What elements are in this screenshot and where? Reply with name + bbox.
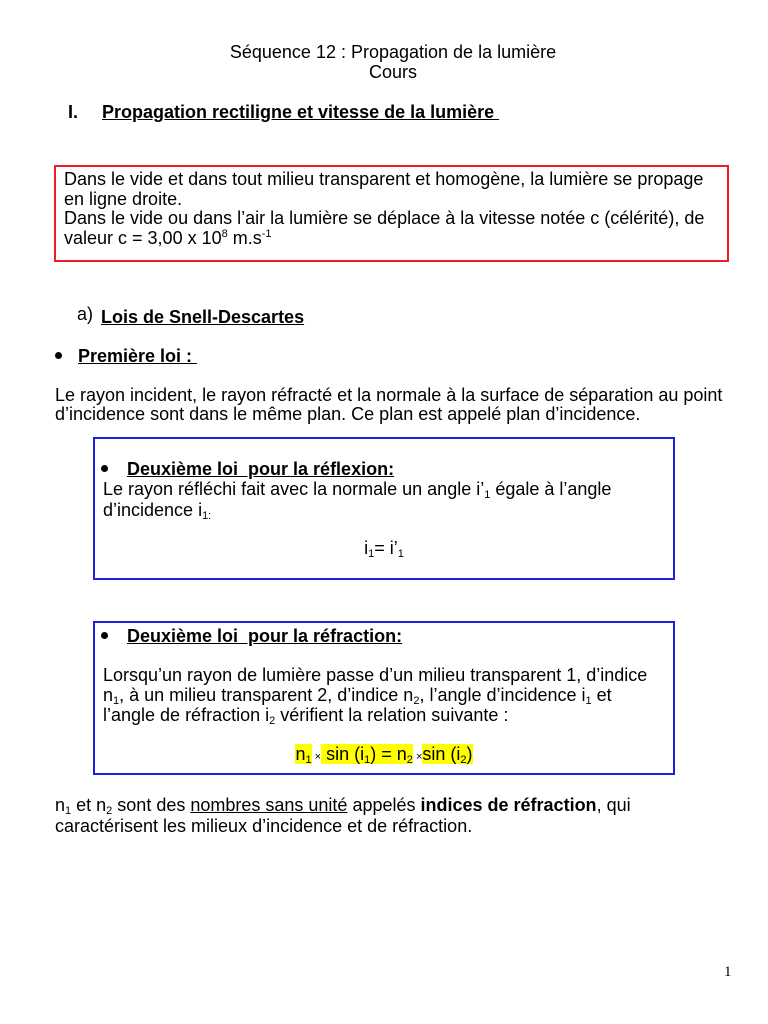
section-number: I. — [68, 102, 79, 122]
reflection-law-line — [103, 479, 611, 499]
subscript: 1 — [364, 754, 371, 766]
formula-highlight — [422, 744, 472, 764]
first-law-text-line: d’incidence sont dans le même plan. Ce plan est appelé plan d’incidence. — [55, 404, 641, 424]
reflection-law-title: Deuxième loi pour la réflexion: — [127, 459, 395, 479]
refraction-law-box — [93, 621, 675, 775]
subscript: 1 — [585, 695, 592, 707]
text-run: et n — [71, 795, 107, 815]
text-run: et — [591, 685, 612, 705]
page-number: 1 — [724, 964, 732, 980]
conclusion-line — [55, 795, 631, 815]
definition-line: en ligne droite. — [64, 189, 183, 209]
reflection-law-box — [93, 437, 675, 580]
text-run: sont des — [112, 795, 191, 815]
text-run: , à un milieu transparent 2, d’indice n — [119, 685, 414, 705]
exponent: -1 — [261, 228, 272, 240]
document-subtitle: Cours — [368, 62, 417, 82]
definition-line: Dans le vide et dans tout milieu transparent et homogène, la lumière se propage — [64, 169, 704, 189]
subscript: 2 — [413, 695, 420, 707]
subscript: 2 — [406, 754, 413, 766]
bold-term: indices de réfraction — [420, 795, 597, 815]
subscript: 1 — [113, 695, 120, 707]
formula-highlight — [321, 744, 413, 764]
text-run: valeur c = 3,00 x 10 — [64, 228, 222, 248]
bullet-icon — [55, 352, 62, 359]
multiply-sign: × — [412, 751, 423, 763]
multiply-sign: × — [311, 751, 322, 763]
subscript: 2 — [269, 715, 276, 727]
subscript: 1 — [484, 489, 491, 501]
text-run: m.s — [227, 228, 262, 248]
subscript: 2 — [106, 805, 113, 817]
first-law-title: Première loi : — [78, 346, 198, 366]
refraction-formula — [95, 744, 673, 767]
definition-box — [54, 165, 729, 262]
formula-run: = i’ — [374, 538, 398, 558]
definition-line: Dans le vide ou dans l’air la lumière se déplace à la vitesse notée c (célérité), de — [64, 208, 705, 228]
refraction-law-line: Lorsqu’un rayon de lumière passe d’un milieu transparent 1, d’indice — [103, 665, 648, 685]
exponent: 8 — [221, 228, 228, 240]
refraction-law-line — [103, 685, 612, 705]
section-title: Propagation rectiligne et vitesse de la lumière — [102, 102, 500, 122]
refraction-law-title: Deuxième loi pour la réfraction: — [127, 626, 403, 646]
bullet-icon — [101, 632, 108, 639]
text-run: n — [103, 685, 114, 705]
subscript: 1: — [202, 510, 212, 522]
text-run: vérifient la relation suivante : — [275, 705, 509, 725]
formula-run: ) = n — [370, 744, 407, 764]
subscript: 2 — [460, 754, 467, 766]
reflection-law-line — [103, 500, 211, 520]
text-run: l’angle de réfraction i — [103, 705, 270, 725]
bullet-icon — [101, 465, 108, 472]
subscript: 1 — [305, 754, 312, 766]
formula-highlight — [295, 744, 311, 764]
conclusion-line: caractérisent les milieux d’incidence et de réfraction. — [55, 816, 473, 836]
text-run: appelés — [347, 795, 421, 815]
subscript: 1 — [368, 548, 375, 560]
underlined-term: nombres sans unité — [190, 795, 348, 815]
subscript: 1 — [65, 805, 72, 817]
definition-line — [64, 228, 272, 248]
subscript: 1 — [397, 548, 404, 560]
formula-run: sin (i — [321, 744, 365, 764]
text-run: n — [55, 795, 66, 815]
text-run: , qui — [596, 795, 631, 815]
text-run: égale à l’angle — [490, 479, 612, 499]
formula-run: n — [295, 744, 306, 764]
text-run: , l’angle d’incidence i — [419, 685, 586, 705]
first-law-text-line: Le rayon incident, le rayon réfracté et la normale à la surface de séparation au point — [55, 385, 723, 405]
text-run: Le rayon réfléchi fait avec la normale un angle i’ — [103, 479, 485, 499]
subsection-label: a) — [77, 304, 94, 324]
refraction-law-line — [103, 705, 508, 725]
subsection-title: Lois de Snell-Descartes — [101, 307, 305, 327]
formula-run: ) — [466, 744, 473, 764]
text-run: d’incidence i — [103, 500, 203, 520]
formula-run: sin (i — [422, 744, 461, 764]
formula-run: i — [364, 538, 369, 558]
document-title: Séquence 12 : Propagation de la lumière — [229, 42, 557, 62]
reflection-formula — [95, 538, 673, 558]
